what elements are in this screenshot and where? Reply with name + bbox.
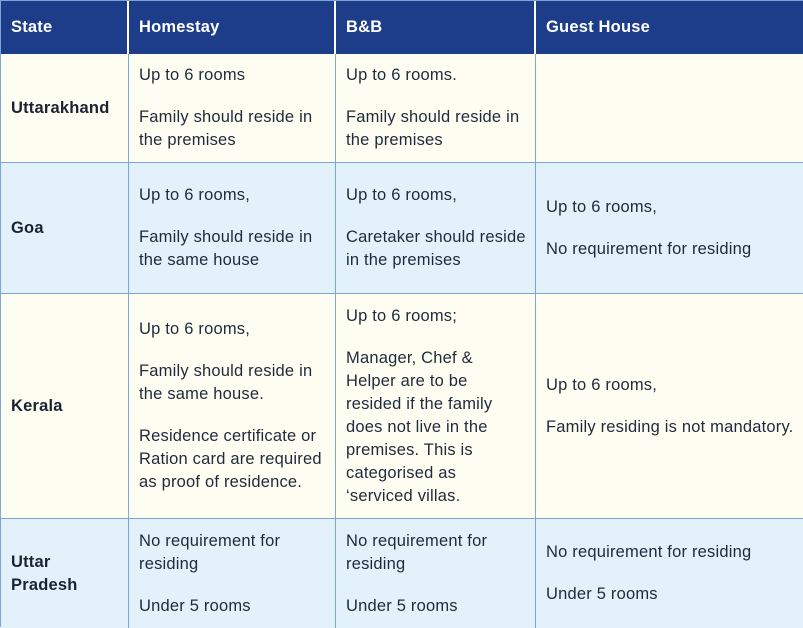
cell-text: Up to 6 rooms.	[346, 66, 458, 84]
cell-text: No requirement for residing	[346, 531, 488, 573]
cell-text: Family should reside in the premises	[139, 108, 313, 149]
cell-text: Family should reside in the premises	[346, 108, 520, 149]
cell-text: Residence certificate or Ration card are required as proof of residence.	[139, 427, 322, 491]
guest-house-cell	[536, 163, 803, 294]
cell-text: Family residing is not mandatory.	[546, 417, 794, 436]
cell-text: No requirement for residing	[139, 531, 281, 573]
cell-text: Under 5 rooms	[546, 585, 658, 603]
column-header-guest-house: Guest House	[536, 1, 803, 54]
homestay-cell	[129, 54, 336, 163]
cell-text: Up to 6 rooms,	[139, 186, 251, 204]
column-header-homestay: Homestay	[129, 1, 336, 54]
state-name: Uttarakhand	[11, 98, 110, 117]
cell-text: Family should reside in the same house.	[139, 362, 313, 403]
cell-text: Up to 6 rooms	[139, 66, 246, 84]
guest-house-cell	[536, 519, 803, 628]
bnb-cell	[336, 163, 536, 294]
column-header-state: State	[1, 1, 129, 54]
bnb-cell	[336, 294, 536, 519]
cell-text: Caretaker should reside in the premises	[346, 228, 526, 269]
bnb-cell	[336, 519, 536, 628]
homestay-cell	[129, 519, 336, 628]
cell-text: Up to 6 rooms;	[346, 306, 458, 325]
state-cell	[1, 294, 129, 519]
cell-text: Up to 6 rooms,	[346, 186, 458, 204]
state-cell	[1, 54, 129, 163]
cell-text: No requirement for residing	[546, 239, 752, 258]
state-name: Uttar Pradesh	[11, 552, 78, 594]
cell-text: Family should reside in the same house	[139, 228, 313, 269]
cell-text: Manager, Chef & Helper are to be resided if the family does not live in the premises. This is categorised as ‘serviced villas.	[346, 348, 493, 505]
cell-text: Under 5 rooms	[346, 596, 458, 615]
cell-text: Up to 6 rooms,	[546, 197, 658, 216]
state-cell	[1, 519, 129, 628]
homestay-cell	[129, 294, 336, 519]
state-cell	[1, 163, 129, 294]
cell-text: Up to 6 rooms,	[139, 320, 251, 338]
cell-text: No requirement for residing	[546, 543, 752, 561]
homestay-cell	[129, 163, 336, 294]
bnb-cell	[336, 54, 536, 163]
cell-text: Under 5 rooms	[139, 596, 251, 615]
state-name: Kerala	[11, 396, 63, 415]
cell-text: Up to 6 rooms,	[546, 375, 658, 394]
column-header-bnb: B&B	[336, 1, 536, 54]
guest-house-cell	[536, 294, 803, 519]
state-name: Goa	[11, 218, 44, 237]
guest-house-cell	[536, 54, 803, 163]
